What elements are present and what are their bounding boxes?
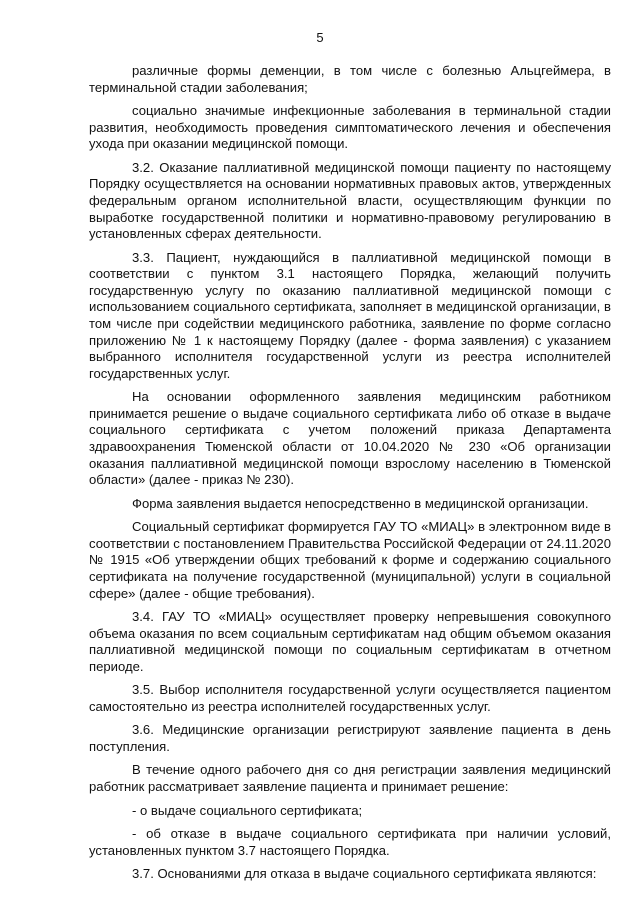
paragraph-3-3: 3.3. Пациент, нуждающийся в паллиативной медицинской помощи в соответствии с пунктом 3.1 настоящего Порядка, желающий получить государственную услугу по оказанию паллиативной медицинской помощи с использованием социального сертификата, заполняет в медицинской организации, в том числе при содействии медицинского работника, заявление по форме согласно приложению № 1 к настоящему Порядку (далее - форма заявления) с указанием выбранного исполнителя государственной услуги из реестра исполнителей государственных услуг. — [89, 249, 611, 381]
paragraph-3-4: 3.4. ГАУ ТО «МИАЦ» осуществляет проверку непревышения совокупного объема оказания по всем социальным сертификатам над общим объемом оказания паллиативной медицинской помощи по социальным сертификатам в отчетном периоде. — [89, 609, 611, 674]
paragraph-3-7: 3.7. Основаниями для отказа в выдаче социального сертификата являются: — [132, 866, 597, 882]
paragraph-option-issue: - о выдаче социального сертификата; — [132, 802, 363, 818]
paragraph-infectious-diseases: социально значимые инфекционные заболевания в терминальной стадии развития, необходимость проведения симптоматического лечения и обеспечения ухода при оказании медицинской помощи. — [89, 103, 611, 152]
page-number: 5 — [316, 30, 324, 45]
document-body — [89, 63, 611, 890]
paragraph-3-5: 3.5. Выбор исполнителя государственной услуги осуществляется пациентом самостоятельно из реестра исполнителей государственных услуг. — [89, 682, 611, 714]
paragraph-decision: На основании оформленного заявления медицинским работником принимается решение о выдаче социального сертификата либо об отказе в выдаче социального сертификата с учетом положений приказа Департамента здравоохранения Тюменской области от 10.04.2020 № 230 «Об организации оказания паллиативной медицинской помощи взрослому населению в Тюменской области» (далее - приказ № 230). — [89, 389, 611, 488]
paragraph-dementia: различные формы деменции, в том числе с болезнью Альцгеймера, в терминальной стадии заболевания; — [89, 63, 611, 95]
paragraph-3-6: 3.6. Медицинские организации регистрируют заявление пациента в день поступления. — [89, 722, 611, 754]
paragraph-option-refuse: - об отказе в выдаче социального сертификата при наличии условий, установленных пунктом 3.7 настоящего Порядка. — [89, 826, 611, 858]
paragraph-form-issue: Форма заявления выдается непосредственно в медицинской организации. — [132, 495, 589, 511]
paragraph-review: В течение одного рабочего дня со дня регистрации заявления медицинский работник рассматривает заявление пациента и принимает решение: — [89, 762, 611, 795]
paragraph-certificate-formation: Социальный сертификат формируется ГАУ ТО «МИАЦ» в электронном виде в соответствии с постановлением Правительства Российской Федерации от 24.11.2020 № 1915 «Об утверждении общих требований к форме и содержанию социального сертификата на получение государственной (муниципальной) услуги в социальной сфере» (далее - общие требования). — [89, 519, 611, 601]
paragraph-3-2: 3.2. Оказание паллиативной медицинской помощи пациенту по настоящему Порядку осуществляется на основании нормативных правовых актов, утвержденных федеральным органом исполнительной власти, осуществляющим функции по выработке государственной политики и нормативно-правовому регулированию в установленных сферах деятельности. — [89, 159, 611, 242]
